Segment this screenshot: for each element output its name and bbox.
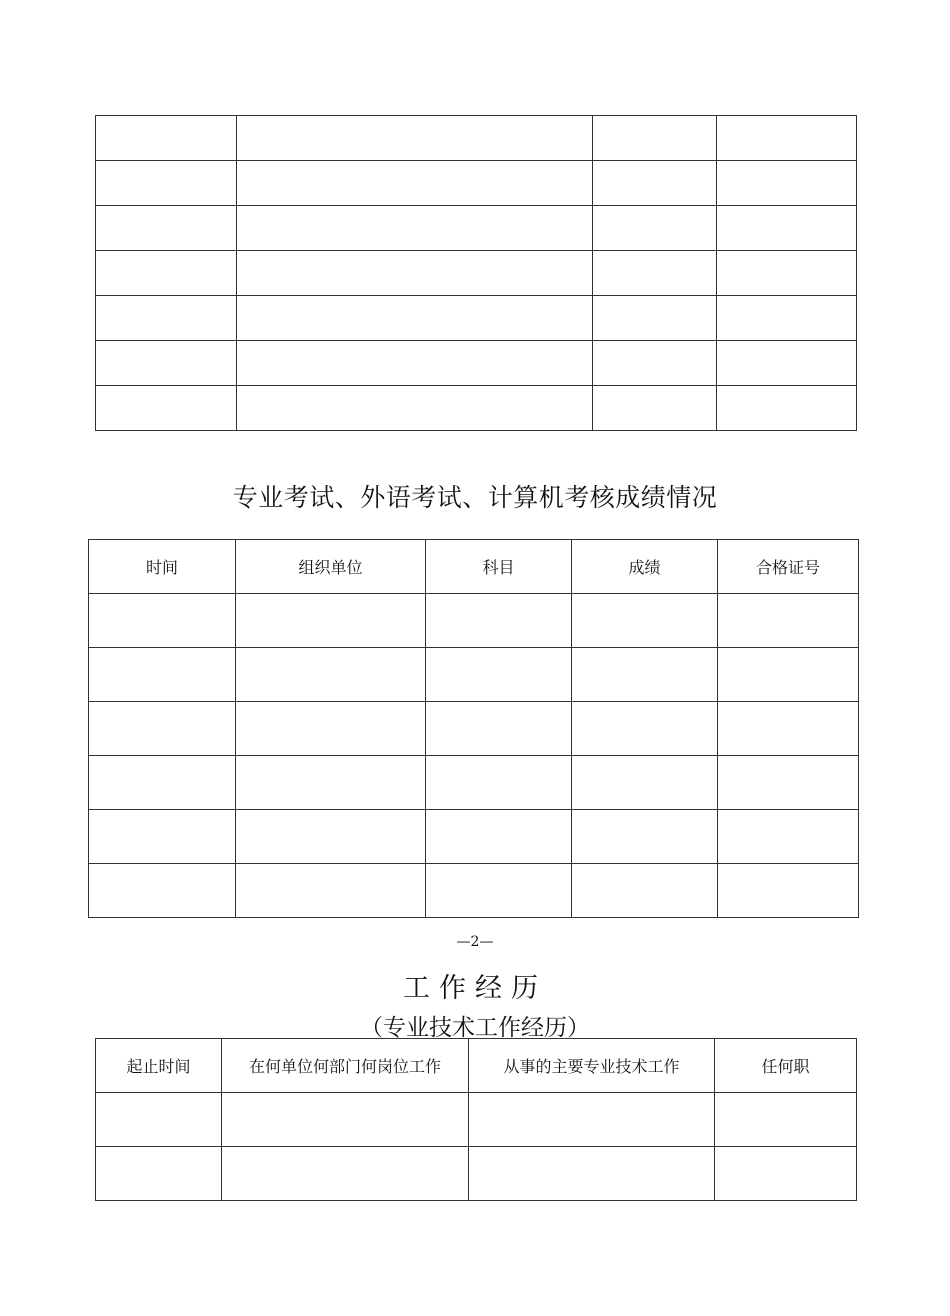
table-cell[interactable]	[718, 756, 859, 810]
table-cell[interactable]	[718, 864, 859, 918]
table-row	[96, 206, 857, 251]
table-row	[96, 251, 857, 296]
work-section-title: 工作经历	[403, 973, 547, 1004]
table-cell[interactable]	[717, 386, 857, 431]
table-cell[interactable]	[717, 206, 857, 251]
work-experience-table	[95, 1038, 857, 1201]
table-cell[interactable]	[96, 341, 237, 386]
table-cell[interactable]	[572, 756, 718, 810]
table-cell[interactable]	[718, 594, 859, 648]
table-cell[interactable]	[469, 1093, 715, 1147]
table-cell[interactable]	[593, 161, 717, 206]
table-cell[interactable]	[593, 386, 717, 431]
table-cell[interactable]	[236, 648, 426, 702]
table-cell[interactable]	[236, 702, 426, 756]
table-cell[interactable]	[236, 594, 426, 648]
table-cell[interactable]	[237, 386, 593, 431]
table-cell[interactable]	[426, 756, 572, 810]
table-cell[interactable]	[572, 594, 718, 648]
work-section-subtitle: （专业技术工作经历）	[360, 1015, 590, 1041]
table-row	[96, 1147, 857, 1201]
table-cell[interactable]	[89, 702, 236, 756]
table-cell[interactable]	[426, 864, 572, 918]
table-row	[96, 386, 857, 431]
table-cell[interactable]	[572, 648, 718, 702]
table-cell[interactable]	[89, 810, 236, 864]
table-cell[interactable]	[96, 1147, 222, 1201]
table-cell[interactable]	[718, 648, 859, 702]
table-cell[interactable]	[96, 386, 237, 431]
table-cell[interactable]	[593, 116, 717, 161]
table-cell[interactable]	[717, 296, 857, 341]
table-cell[interactable]	[593, 206, 717, 251]
table-cell[interactable]	[717, 341, 857, 386]
table-cell[interactable]	[572, 864, 718, 918]
table-cell[interactable]	[237, 251, 593, 296]
header-certificate-number: 合格证号	[718, 540, 859, 594]
table-cell[interactable]	[96, 251, 237, 296]
header-unit-department: 在何单位何部门何岗位工作	[222, 1039, 469, 1093]
table-cell[interactable]	[237, 341, 593, 386]
table-row	[89, 702, 859, 756]
table-cell[interactable]	[236, 810, 426, 864]
table-cell[interactable]	[89, 864, 236, 918]
table-row	[89, 648, 859, 702]
table-row	[89, 756, 859, 810]
table-cell[interactable]	[718, 702, 859, 756]
table-cell[interactable]	[593, 341, 717, 386]
table-cell[interactable]	[426, 810, 572, 864]
exams-section-title: 专业考试、外语考试、计算机考核成绩情况	[232, 483, 718, 512]
table-cell[interactable]	[96, 1093, 222, 1147]
table-cell[interactable]	[715, 1093, 857, 1147]
header-main-work: 从事的主要专业技术工作	[469, 1039, 715, 1093]
table-cell[interactable]	[718, 810, 859, 864]
page-number: —2—	[456, 934, 494, 950]
table-cell[interactable]	[89, 756, 236, 810]
header-score: 成绩	[572, 540, 718, 594]
header-position: 任何职	[715, 1039, 857, 1093]
table-cell[interactable]	[593, 296, 717, 341]
table-cell[interactable]	[96, 161, 237, 206]
table-row	[96, 341, 857, 386]
table-row	[96, 161, 857, 206]
table-cell[interactable]	[717, 116, 857, 161]
table-cell[interactable]	[89, 594, 236, 648]
table-cell[interactable]	[717, 161, 857, 206]
exams-table	[88, 539, 859, 918]
table-cell[interactable]	[237, 206, 593, 251]
header-time: 时间	[89, 540, 236, 594]
table-row	[96, 1093, 857, 1147]
table-cell[interactable]	[426, 648, 572, 702]
table-cell[interactable]	[96, 296, 237, 341]
table-cell[interactable]	[222, 1093, 469, 1147]
table-header-row	[96, 1039, 857, 1093]
table-cell[interactable]	[426, 594, 572, 648]
table-cell[interactable]	[717, 251, 857, 296]
header-period: 起止时间	[96, 1039, 222, 1093]
table-cell[interactable]	[593, 251, 717, 296]
table-cell[interactable]	[89, 648, 236, 702]
header-organization: 组织单位	[236, 540, 426, 594]
table-cell[interactable]	[237, 161, 593, 206]
table-cell[interactable]	[237, 296, 593, 341]
header-subject: 科目	[426, 540, 572, 594]
table-cell[interactable]	[426, 702, 572, 756]
table-header-row	[89, 540, 859, 594]
table-cell[interactable]	[96, 206, 237, 251]
table-cell[interactable]	[236, 864, 426, 918]
table-cell[interactable]	[572, 702, 718, 756]
table-row	[96, 116, 857, 161]
table-cell[interactable]	[236, 756, 426, 810]
table-row	[89, 864, 859, 918]
table-row	[96, 296, 857, 341]
table-cell[interactable]	[469, 1147, 715, 1201]
table-row	[89, 594, 859, 648]
continuation-table	[95, 115, 857, 431]
table-cell[interactable]	[96, 116, 237, 161]
table-cell[interactable]	[222, 1147, 469, 1201]
table-cell[interactable]	[237, 116, 593, 161]
table-row	[89, 810, 859, 864]
table-cell[interactable]	[715, 1147, 857, 1201]
table-cell[interactable]	[572, 810, 718, 864]
